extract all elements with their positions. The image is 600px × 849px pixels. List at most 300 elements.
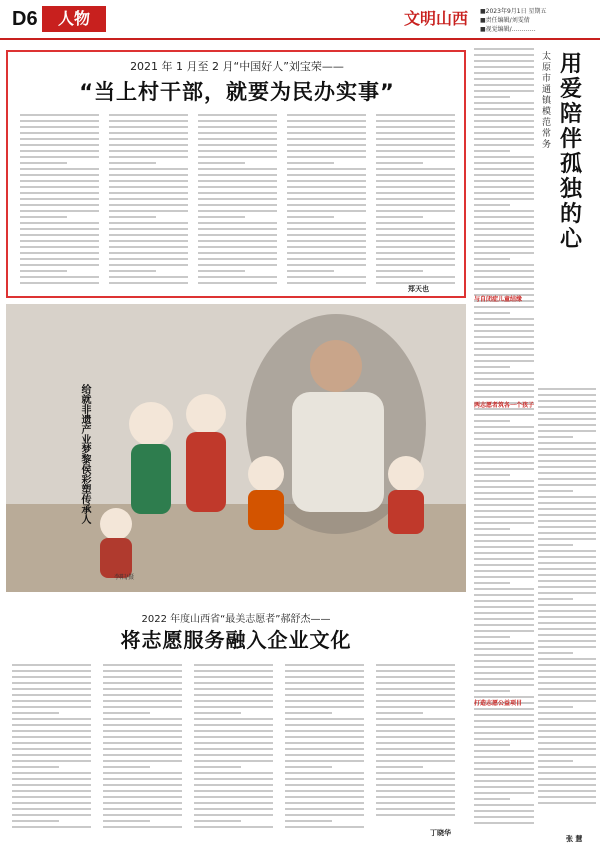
- text-line: [538, 424, 596, 426]
- text-line: [20, 180, 99, 182]
- text-line: [20, 150, 99, 152]
- text-line: [474, 690, 510, 692]
- text-line: [194, 694, 273, 696]
- text-line: [474, 222, 534, 224]
- text-line: [103, 742, 182, 744]
- text-line: [109, 282, 188, 284]
- text-line: [538, 418, 596, 420]
- text-line: [474, 594, 534, 596]
- text-line: [474, 288, 534, 290]
- right-headline: 用爱陪伴孤独的心: [560, 52, 583, 252]
- text-line: [538, 682, 596, 684]
- text-line: [538, 592, 596, 594]
- text-line: [376, 276, 455, 278]
- text-line: [474, 318, 534, 320]
- text-line: [285, 700, 364, 702]
- text-line: [109, 276, 188, 278]
- text-line: [538, 724, 596, 726]
- text-line: [538, 508, 596, 510]
- text-line: [474, 576, 534, 578]
- text-line: [474, 276, 534, 278]
- text-line: [376, 700, 455, 702]
- text-line: [103, 670, 182, 672]
- text-line: [109, 210, 188, 212]
- text-line: [20, 252, 99, 254]
- text-line: [194, 826, 273, 828]
- text-line: [474, 114, 534, 116]
- text-column: [194, 664, 273, 834]
- text-line: [285, 808, 364, 810]
- text-line: [287, 198, 366, 200]
- text-line: [109, 204, 188, 206]
- text-line: [538, 406, 596, 408]
- text-line: [109, 120, 188, 122]
- text-line: [474, 252, 534, 254]
- text-line: [103, 808, 182, 810]
- text-line: [474, 306, 534, 308]
- text-line: [474, 804, 534, 806]
- text-line: [198, 120, 277, 122]
- text-column: [376, 664, 455, 824]
- text-line: [474, 174, 534, 176]
- text-line: [538, 772, 596, 774]
- text-line: [287, 222, 366, 224]
- text-line: [538, 556, 596, 558]
- photo-credit: 李阳/摄: [114, 574, 135, 581]
- text-line: [194, 760, 273, 762]
- text-line: [474, 798, 510, 800]
- text-line: [287, 180, 366, 182]
- text-line: [194, 808, 273, 810]
- text-line: [287, 264, 366, 266]
- text-line: [474, 726, 534, 728]
- text-line: [109, 198, 188, 200]
- text-line: [376, 694, 455, 696]
- text-line: [474, 498, 534, 500]
- text-line: [474, 540, 534, 542]
- text-line: [474, 324, 534, 326]
- text-line: [109, 252, 188, 254]
- text-line: [287, 144, 366, 146]
- text-line: [103, 664, 182, 666]
- text-line: [376, 688, 455, 690]
- text-line: [376, 186, 455, 188]
- text-line: [287, 282, 366, 284]
- text-line: [198, 180, 277, 182]
- text-line: [538, 388, 596, 390]
- text-line: [538, 544, 573, 546]
- text-line: [376, 718, 455, 720]
- text-line: [285, 790, 364, 792]
- text-line: [103, 796, 182, 798]
- text-line: [20, 138, 99, 140]
- text-line: [103, 736, 182, 738]
- feature-byline: 郑天也: [408, 285, 429, 293]
- text-line: [109, 228, 188, 230]
- text-line: [285, 814, 364, 816]
- text-line: [474, 720, 534, 722]
- text-line: [538, 742, 596, 744]
- text-column: [12, 664, 91, 834]
- text-line: [194, 682, 273, 684]
- text-line: [538, 628, 596, 630]
- text-line: [198, 258, 277, 260]
- text-line: [109, 192, 188, 194]
- text-line: [194, 706, 273, 708]
- text-line: [12, 754, 91, 756]
- text-line: [538, 478, 596, 480]
- masthead-logo: 文明山西: [404, 9, 469, 28]
- text-line: [194, 664, 273, 666]
- photo-caption: 给就非遗产业梦黎侯彩塑传承人: [79, 384, 90, 524]
- right-title-block: [538, 48, 596, 378]
- text-line: [194, 700, 273, 702]
- text-line: [474, 432, 534, 434]
- text-line: [194, 724, 273, 726]
- text-line: [20, 222, 99, 224]
- page-number: D6: [12, 8, 38, 30]
- text-line: [20, 114, 99, 116]
- text-line: [474, 822, 534, 824]
- text-line: [376, 712, 423, 714]
- text-line: [474, 714, 534, 716]
- text-line: [194, 814, 273, 816]
- text-line: [474, 510, 534, 512]
- text-line: [538, 784, 596, 786]
- text-line: [474, 198, 534, 200]
- text-line: [474, 348, 534, 350]
- text-line: [285, 718, 364, 720]
- text-line: [474, 666, 534, 668]
- text-line: [285, 796, 364, 798]
- text-line: [474, 600, 534, 602]
- feature-headline: “当上村干部，就要为民办实事”: [79, 80, 395, 104]
- text-line: [538, 730, 596, 732]
- text-line: [474, 480, 534, 482]
- text-line: [198, 144, 277, 146]
- text-line: [109, 240, 188, 242]
- text-line: [474, 588, 534, 590]
- text-line: [538, 766, 596, 768]
- feature-kicker: 2021 年 1 月至 2 月“中国好人”刘宝荣——: [130, 60, 344, 73]
- text-line: [538, 496, 596, 498]
- text-line: [20, 162, 67, 164]
- text-line: [538, 472, 596, 474]
- text-line: [474, 678, 534, 680]
- text-line: [538, 586, 596, 588]
- text-line: [12, 706, 91, 708]
- text-line: [376, 204, 455, 206]
- text-line: [103, 778, 182, 780]
- text-line: [474, 132, 534, 134]
- text-line: [474, 66, 534, 68]
- text-line: [103, 688, 182, 690]
- text-column: [198, 114, 277, 290]
- text-line: [474, 366, 510, 368]
- text-line: [198, 216, 245, 218]
- text-line: [20, 234, 99, 236]
- text-line: [20, 246, 99, 248]
- text-line: [103, 676, 182, 678]
- text-line: [474, 492, 534, 494]
- text-line: [109, 126, 188, 128]
- text-line: [285, 754, 364, 756]
- text-line: [103, 754, 182, 756]
- text-line: [538, 616, 596, 618]
- text-line: [474, 312, 510, 314]
- text-line: [538, 700, 596, 702]
- text-column: [287, 114, 366, 290]
- text-line: [474, 186, 534, 188]
- text-line: [538, 460, 596, 462]
- text-line: [20, 156, 99, 158]
- text-line: [109, 216, 156, 218]
- text-line: [194, 820, 241, 822]
- text-line: [474, 468, 534, 470]
- text-line: [285, 664, 364, 666]
- text-line: [20, 132, 99, 134]
- text-line: [194, 748, 273, 750]
- text-line: [474, 150, 510, 152]
- text-line: [285, 760, 364, 762]
- text-line: [103, 820, 150, 822]
- text-line: [287, 216, 334, 218]
- text-line: [538, 436, 573, 438]
- lower-body: [12, 664, 464, 834]
- text-line: [538, 580, 596, 582]
- text-line: [474, 786, 534, 788]
- text-line: [376, 156, 455, 158]
- text-line: [194, 712, 241, 714]
- text-line: [474, 810, 534, 812]
- text-line: [376, 676, 455, 678]
- text-line: [287, 210, 366, 212]
- text-line: [109, 180, 188, 182]
- text-line: [12, 748, 91, 750]
- text-line: [376, 162, 423, 164]
- text-line: [287, 114, 366, 116]
- text-line: [376, 138, 455, 140]
- text-line: [474, 126, 534, 128]
- text-line: [287, 138, 366, 140]
- text-line: [287, 258, 366, 260]
- text-line: [474, 606, 534, 608]
- text-line: [474, 558, 534, 560]
- header-info-visual: ■视觉编辑/…………: [480, 26, 536, 33]
- text-line: [376, 670, 455, 672]
- text-line: [198, 246, 277, 248]
- text-line: [12, 814, 91, 816]
- text-line: [103, 748, 182, 750]
- right-article: [474, 48, 596, 848]
- text-line: [20, 264, 99, 266]
- text-line: [474, 762, 534, 764]
- text-line: [474, 420, 510, 422]
- text-line: [474, 792, 534, 794]
- text-line: [376, 808, 455, 810]
- text-line: [474, 672, 534, 674]
- text-line: [20, 192, 99, 194]
- text-line: [20, 282, 99, 284]
- text-line: [12, 730, 91, 732]
- text-line: [474, 516, 534, 518]
- text-line: [376, 814, 455, 816]
- text-line: [194, 796, 273, 798]
- text-line: [103, 784, 182, 786]
- text-line: [474, 144, 534, 146]
- text-line: [194, 730, 273, 732]
- text-line: [474, 732, 534, 734]
- text-line: [287, 204, 366, 206]
- right-article-body: [474, 48, 534, 830]
- text-line: [12, 712, 59, 714]
- text-line: [474, 204, 510, 206]
- text-line: [538, 790, 596, 792]
- text-line: [376, 258, 455, 260]
- text-line: [12, 820, 59, 822]
- text-line: [474, 438, 534, 440]
- text-line: [376, 210, 455, 212]
- text-line: [194, 802, 273, 804]
- text-line: [109, 174, 188, 176]
- text-line: [12, 796, 91, 798]
- text-line: [12, 664, 91, 666]
- text-line: [474, 528, 510, 530]
- text-line: [538, 514, 596, 516]
- header-info-date: ■2023年9月1日 星期五: [480, 8, 547, 15]
- text-line: [12, 670, 91, 672]
- text-line: [198, 282, 277, 284]
- text-line: [12, 784, 91, 786]
- text-line: [474, 102, 534, 104]
- text-line: [474, 744, 510, 746]
- text-line: [538, 736, 596, 738]
- text-line: [20, 270, 67, 272]
- text-line: [285, 820, 332, 822]
- text-line: [376, 114, 455, 116]
- text-line: [287, 174, 366, 176]
- text-line: [285, 736, 364, 738]
- right-subhead: 两志愿者筑各一个孩子: [474, 402, 535, 409]
- text-line: [474, 414, 534, 416]
- text-line: [538, 526, 596, 528]
- section-tab: 人物: [42, 6, 106, 32]
- text-line: [376, 174, 455, 176]
- text-line: [198, 132, 277, 134]
- text-line: [474, 360, 534, 362]
- text-line: [538, 394, 596, 396]
- text-line: [474, 660, 534, 662]
- text-line: [287, 228, 366, 230]
- lower-headline: 将志愿服务融入企业文化: [120, 628, 352, 652]
- text-line: [103, 694, 182, 696]
- right-article-body-continued: [538, 388, 596, 828]
- text-line: [376, 706, 455, 708]
- text-line: [376, 246, 455, 248]
- text-line: [538, 484, 596, 486]
- text-line: [474, 426, 534, 428]
- text-line: [474, 372, 534, 374]
- text-line: [103, 700, 182, 702]
- text-line: [198, 210, 277, 212]
- text-line: [198, 138, 277, 140]
- text-line: [12, 724, 91, 726]
- text-line: [198, 228, 277, 230]
- header-info-editor: ■责任编辑/刘雯倩: [480, 17, 530, 24]
- text-line: [474, 684, 534, 686]
- text-line: [376, 724, 455, 726]
- text-line: [376, 222, 455, 224]
- text-line: [376, 742, 455, 744]
- text-line: [376, 150, 455, 152]
- text-line: [474, 60, 534, 62]
- text-line: [474, 534, 534, 536]
- text-line: [376, 760, 455, 762]
- text-line: [287, 156, 366, 158]
- feature-body: [20, 114, 456, 290]
- text-line: [198, 222, 277, 224]
- text-line: [474, 774, 534, 776]
- text-line: [20, 210, 99, 212]
- text-line: [538, 574, 596, 576]
- text-line: [376, 144, 455, 146]
- text-line: [198, 186, 277, 188]
- text-line: [474, 630, 534, 632]
- text-line: [538, 448, 596, 450]
- text-line: [287, 132, 366, 134]
- text-line: [287, 276, 366, 278]
- text-line: [474, 246, 534, 248]
- text-line: [376, 790, 455, 792]
- text-line: [474, 624, 534, 626]
- text-line: [198, 168, 277, 170]
- text-line: [285, 724, 364, 726]
- text-line: [538, 604, 596, 606]
- text-line: [474, 384, 534, 386]
- text-line: [103, 730, 182, 732]
- text-line: [103, 682, 182, 684]
- text-line: [12, 688, 91, 690]
- text-column: [109, 114, 188, 290]
- text-line: [474, 738, 534, 740]
- text-line: [538, 442, 596, 444]
- text-line: [474, 816, 534, 818]
- text-line: [376, 682, 455, 684]
- text-line: [474, 756, 534, 758]
- text-line: [538, 598, 573, 600]
- text-line: [538, 412, 596, 414]
- text-line: [287, 150, 366, 152]
- text-line: [20, 240, 99, 242]
- text-line: [376, 120, 455, 122]
- text-line: [194, 718, 273, 720]
- text-line: [376, 132, 455, 134]
- text-line: [12, 736, 91, 738]
- right-kicker: 太原市通镇模范常务: [542, 52, 552, 150]
- text-line: [20, 126, 99, 128]
- text-line: [474, 450, 534, 452]
- text-line: [376, 252, 455, 254]
- text-line: [285, 730, 364, 732]
- text-line: [12, 802, 91, 804]
- text-line: [474, 564, 534, 566]
- text-line: [474, 504, 534, 506]
- text-line: [538, 802, 596, 804]
- text-line: [285, 688, 364, 690]
- text-line: [474, 258, 510, 260]
- text-line: [12, 760, 91, 762]
- text-line: [109, 156, 188, 158]
